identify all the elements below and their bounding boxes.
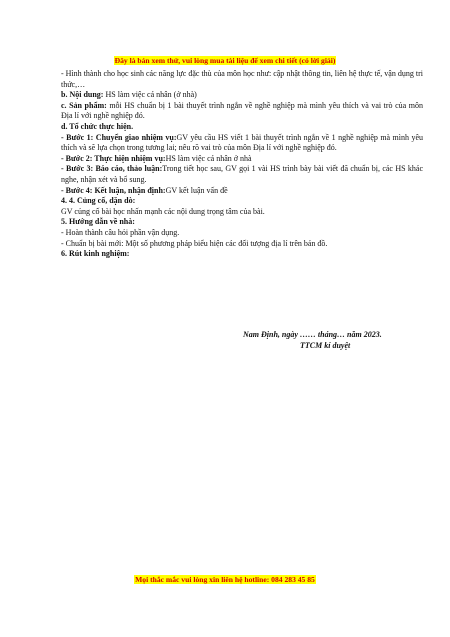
product-text: mỗi HS chuẩn bị 1 bài thuyết trình ngắn về nghề nghiệp mà mình yêu thích và vai trò của môn Địa lí với nghề nghiệp đó. xyxy=(61,100,423,121)
step-3-text: Trong tiết học sau, GV gọi 1 vài HS trình bày bài viết đã chuẩn bị, các HS khác nghe, nhận xét và bổ sung. xyxy=(61,164,423,184)
step-2-text: HS làm việc cá nhân ở nhà xyxy=(165,153,252,163)
product-paragraph xyxy=(61,101,423,122)
organization-heading: d. Tổ chức thực hiện. xyxy=(61,121,134,131)
date-line: Nam Định, ngày …… tháng… năm 2023. xyxy=(243,330,382,339)
experience-heading: 6. Rút kinh nghiệm: xyxy=(61,249,130,259)
competency-line: - Hình thành cho học sinh các năng lực đặc thù của môn học như: cập nhật thông tin, liên hệ thực tế, vận dụng tri thức,… xyxy=(61,69,423,89)
content-paragraph xyxy=(61,90,423,101)
step-4-text: GV kết luận vấn đề xyxy=(165,185,228,195)
approver-line: TTCM kí duyệt xyxy=(300,341,351,350)
step-1-label: - Bước 1: Chuyển giao nhiệm vụ: xyxy=(61,132,177,142)
step-1 xyxy=(61,133,423,154)
homework-heading: 5. Hướng dẫn về nhà: xyxy=(61,217,135,227)
product-label: c. Sản phẩm: xyxy=(61,100,107,110)
top-banner-text: Đây là bản xem thử, vui lòng mua tài liệu để xem chi tiết (có lời giải) xyxy=(114,56,336,65)
bottom-hotline-banner xyxy=(0,575,450,584)
homework-item-1: - Hoàn thành câu hỏi phần vận dụng. xyxy=(61,227,180,237)
homework-item-2: - Chuẩn bị bài mới: Một số phương pháp biểu hiện các đối tượng địa lí trên bản đồ. xyxy=(61,238,328,248)
signature-block xyxy=(243,329,423,351)
document-body xyxy=(61,69,423,260)
step-1-text: GV yêu cầu HS viết 1 bài thuyết trình ngắn về 1 nghề nghiệp mà mình yêu thích và sẽ lựa chọn trong tương lai; nêu rõ vai trò của môn Địa lí với nghề nghiệp đó. xyxy=(61,132,424,153)
consolidation-heading: 4. 4. Củng cố, dặn dò: xyxy=(61,196,136,206)
step-4-label: - Bước 4: Kết luận, nhận định: xyxy=(61,185,166,195)
content-label: b. Nội dung: xyxy=(61,90,104,100)
step-3-label: - Bước 3: Báo cáo, thảo luận: xyxy=(61,164,163,174)
step-2-label: - Bước 2: Thực hiện nhiệm vụ: xyxy=(61,153,166,163)
consolidation-text: GV củng cố bài học nhấn mạnh các nội dung trọng tâm của bài. xyxy=(61,206,265,216)
bottom-banner-text: Mọi thắc mắc vui lòng xin liên hệ hotline: 084 283 45 85 xyxy=(135,575,315,584)
content-text: HS làm việc cá nhân (ở nhà) xyxy=(103,90,197,100)
step-3 xyxy=(61,164,423,185)
top-preview-banner xyxy=(0,56,450,65)
step-4 xyxy=(61,186,423,197)
step-2 xyxy=(61,154,423,165)
